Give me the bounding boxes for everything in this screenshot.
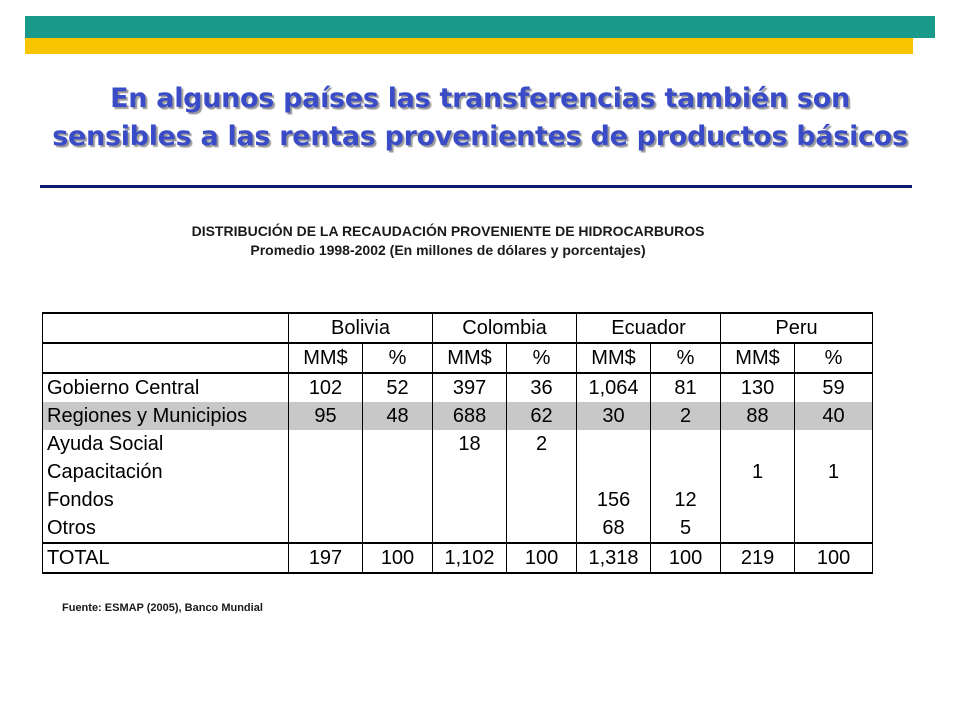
table-cell bbox=[507, 486, 577, 514]
table-caption bbox=[0, 222, 896, 260]
table-row bbox=[43, 514, 873, 543]
header-corner-cell bbox=[43, 313, 289, 343]
total-cell: 1,102 bbox=[433, 543, 507, 573]
table-cell bbox=[433, 458, 507, 486]
table-cell: 48 bbox=[363, 402, 433, 430]
table-cell bbox=[363, 486, 433, 514]
table-cell: 62 bbox=[507, 402, 577, 430]
source-note: Fuente: ESMAP (2005), Banco Mundial bbox=[62, 602, 263, 614]
table-cell bbox=[721, 514, 795, 543]
table-cell bbox=[721, 486, 795, 514]
table-cell bbox=[289, 486, 363, 514]
table-cell: 2 bbox=[651, 402, 721, 430]
table-cell bbox=[651, 458, 721, 486]
row-label: Ayuda Social bbox=[43, 430, 289, 458]
table-cell: 36 bbox=[507, 373, 577, 402]
unit-header-cell: % bbox=[507, 343, 577, 373]
table-row-highlighted bbox=[43, 402, 873, 430]
header-teal-bar bbox=[25, 16, 935, 38]
table-cell bbox=[721, 430, 795, 458]
table-cell bbox=[507, 458, 577, 486]
table-cell bbox=[289, 430, 363, 458]
table-row bbox=[43, 430, 873, 458]
country-header-row bbox=[43, 313, 873, 343]
unit-header-cell: % bbox=[363, 343, 433, 373]
table-cell bbox=[363, 458, 433, 486]
table-cell: 156 bbox=[577, 486, 651, 514]
country-header-bolivia: Bolivia bbox=[289, 313, 433, 343]
row-label: Fondos bbox=[43, 486, 289, 514]
unit-header-cell: MM$ bbox=[721, 343, 795, 373]
unit-header-row bbox=[43, 343, 873, 373]
table-caption-line-2: Promedio 1998-2002 (En millones de dólares y porcentajes) bbox=[250, 242, 646, 258]
unit-header-cell: % bbox=[795, 343, 873, 373]
table-cell bbox=[433, 514, 507, 543]
table-caption-line-1: DISTRIBUCIÓN DE LA RECAUDACIÓN PROVENIENTE DE HIDROCARBUROS bbox=[191, 223, 705, 239]
total-cell: 1,318 bbox=[577, 543, 651, 573]
table-cell: 88 bbox=[721, 402, 795, 430]
row-label: Capacitación bbox=[43, 458, 289, 486]
slide-title-line-1: En algunos países las transferencias también son bbox=[110, 83, 850, 114]
unit-header-cell: MM$ bbox=[577, 343, 651, 373]
header-yellow-bar bbox=[25, 38, 913, 54]
country-header-ecuador: Ecuador bbox=[577, 313, 721, 343]
row-label: Regiones y Municipios bbox=[43, 402, 289, 430]
total-label: TOTAL bbox=[43, 543, 289, 573]
table-cell: 688 bbox=[433, 402, 507, 430]
table-cell: 397 bbox=[433, 373, 507, 402]
table-cell bbox=[577, 430, 651, 458]
table-cell: 30 bbox=[577, 402, 651, 430]
table-cell: 130 bbox=[721, 373, 795, 402]
total-cell: 100 bbox=[363, 543, 433, 573]
revenue-distribution-table bbox=[42, 312, 873, 574]
country-header-colombia: Colombia bbox=[433, 313, 577, 343]
table-row bbox=[43, 486, 873, 514]
table-cell: 52 bbox=[363, 373, 433, 402]
table-cell: 59 bbox=[795, 373, 873, 402]
total-cell: 219 bbox=[721, 543, 795, 573]
table-cell: 68 bbox=[577, 514, 651, 543]
total-cell: 197 bbox=[289, 543, 363, 573]
table-cell bbox=[795, 514, 873, 543]
table-cell: 2 bbox=[507, 430, 577, 458]
unit-header-cell: % bbox=[651, 343, 721, 373]
table-cell bbox=[363, 514, 433, 543]
table-cell bbox=[651, 430, 721, 458]
table-cell bbox=[577, 458, 651, 486]
slide-title-line-2: sensibles a las rentas provenientes de productos básicos bbox=[52, 121, 908, 152]
row-label: Gobierno Central bbox=[43, 373, 289, 402]
total-cell: 100 bbox=[507, 543, 577, 573]
total-cell: 100 bbox=[651, 543, 721, 573]
table-cell bbox=[795, 430, 873, 458]
title-divider bbox=[40, 185, 912, 188]
table-cell: 1,064 bbox=[577, 373, 651, 402]
table-cell bbox=[433, 486, 507, 514]
table-cell: 1 bbox=[721, 458, 795, 486]
table-cell bbox=[363, 430, 433, 458]
table-cell: 95 bbox=[289, 402, 363, 430]
table-cell bbox=[507, 514, 577, 543]
country-header-peru: Peru bbox=[721, 313, 873, 343]
unit-header-cell: MM$ bbox=[289, 343, 363, 373]
table-row bbox=[43, 373, 873, 402]
slide-title bbox=[20, 80, 940, 156]
table-cell: 81 bbox=[651, 373, 721, 402]
table-cell bbox=[795, 486, 873, 514]
table-cell bbox=[289, 514, 363, 543]
unit-header-cell: MM$ bbox=[433, 343, 507, 373]
table-cell: 102 bbox=[289, 373, 363, 402]
total-cell: 100 bbox=[795, 543, 873, 573]
table-cell: 40 bbox=[795, 402, 873, 430]
header-corner-cell bbox=[43, 343, 289, 373]
table-cell: 18 bbox=[433, 430, 507, 458]
row-label: Otros bbox=[43, 514, 289, 543]
total-row bbox=[43, 543, 873, 573]
table-row bbox=[43, 458, 873, 486]
table-cell: 12 bbox=[651, 486, 721, 514]
table-cell bbox=[289, 458, 363, 486]
table-cell: 1 bbox=[795, 458, 873, 486]
table-cell: 5 bbox=[651, 514, 721, 543]
